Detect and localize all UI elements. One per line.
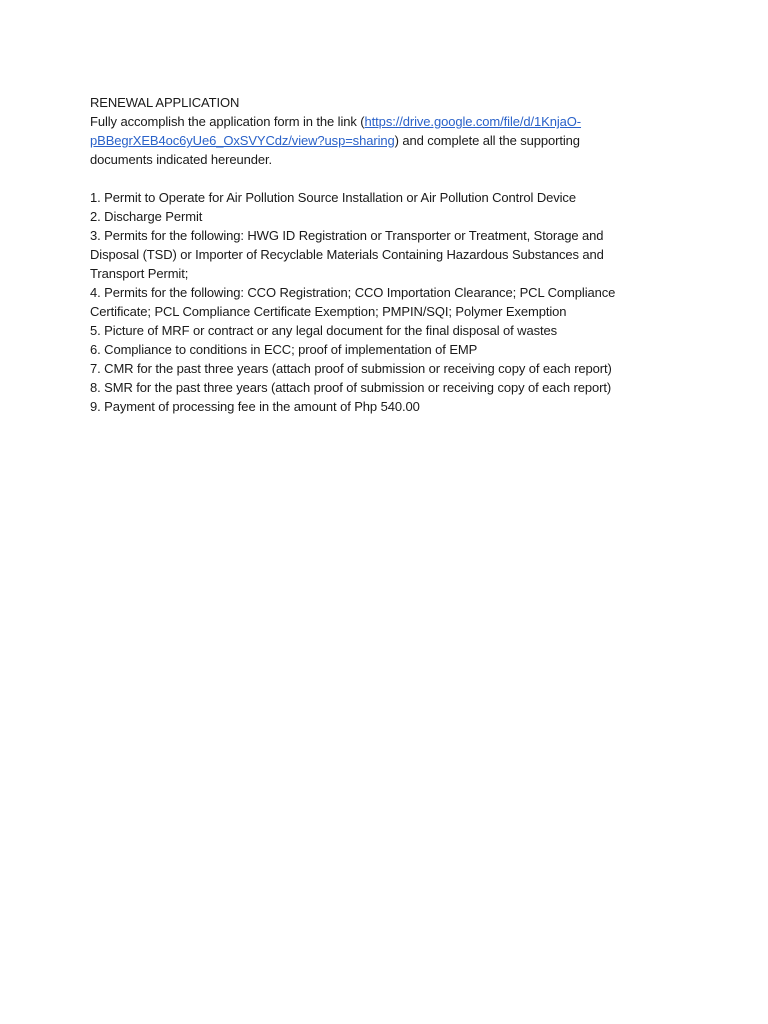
requirement-item [90, 378, 670, 397]
requirement-item [90, 321, 670, 340]
intro-text-prefix: Fully accomplish the application form in the link ( [90, 114, 365, 129]
requirement-item [90, 283, 670, 321]
form-link-part1[interactable]: https://drive.google.com/file/d/1KnjaO- [364, 114, 582, 129]
intro-text-line3: documents indicated hereunder. [90, 152, 273, 167]
intro-text-suffix: ) and complete all the supporting [394, 133, 580, 148]
requirement-line: 7. CMR for the past three years (attach proof of submission or receiving copy of each report) [90, 361, 612, 376]
requirement-line: 4. Permits for the following: CCO Registration; CCO Importation Clearance; PCL Compliance [90, 285, 616, 300]
requirement-line: 6. Compliance to conditions in ECC; proof of implementation of EMP [90, 342, 478, 357]
paragraph-gap [90, 169, 670, 188]
requirement-line: Certificate; PCL Compliance Certificate Exemption; PMPIN/SQI; Polymer Exemption [90, 304, 567, 319]
requirement-item [90, 188, 670, 207]
document-title: RENEWAL APPLICATION [90, 95, 240, 110]
document-page [90, 93, 670, 416]
requirement-line: Disposal (TSD) or Importer of Recyclable Materials Containing Hazardous Substances and [90, 247, 604, 262]
form-link-part2[interactable]: pBBegrXEB4oc6yUe6_OxSVYCdz/view?usp=sharing [90, 133, 395, 148]
requirement-line: 1. Permit to Operate for Air Pollution Source Installation or Air Pollution Control Device [90, 190, 576, 205]
form-link[interactable] [365, 114, 582, 129]
requirement-item [90, 226, 670, 283]
requirement-line: 8. SMR for the past three years (attach proof of submission or receiving copy of each report) [90, 380, 612, 395]
form-link-continued[interactable] [90, 133, 395, 148]
requirement-item [90, 207, 670, 226]
requirement-line: 3. Permits for the following: HWG ID Registration or Transporter or Treatment, Storage and [90, 228, 604, 243]
requirement-item [90, 340, 670, 359]
requirement-item [90, 397, 670, 416]
intro-paragraph [90, 112, 670, 169]
requirements-list [90, 188, 670, 416]
requirement-line: 9. Payment of processing fee in the amount of Php 540.00 [90, 399, 420, 414]
requirement-item [90, 359, 670, 378]
requirement-line: 5. Picture of MRF or contract or any legal document for the final disposal of wastes [90, 323, 558, 338]
requirement-line: 2. Discharge Permit [90, 209, 203, 224]
requirement-line: Transport Permit; [90, 266, 189, 281]
